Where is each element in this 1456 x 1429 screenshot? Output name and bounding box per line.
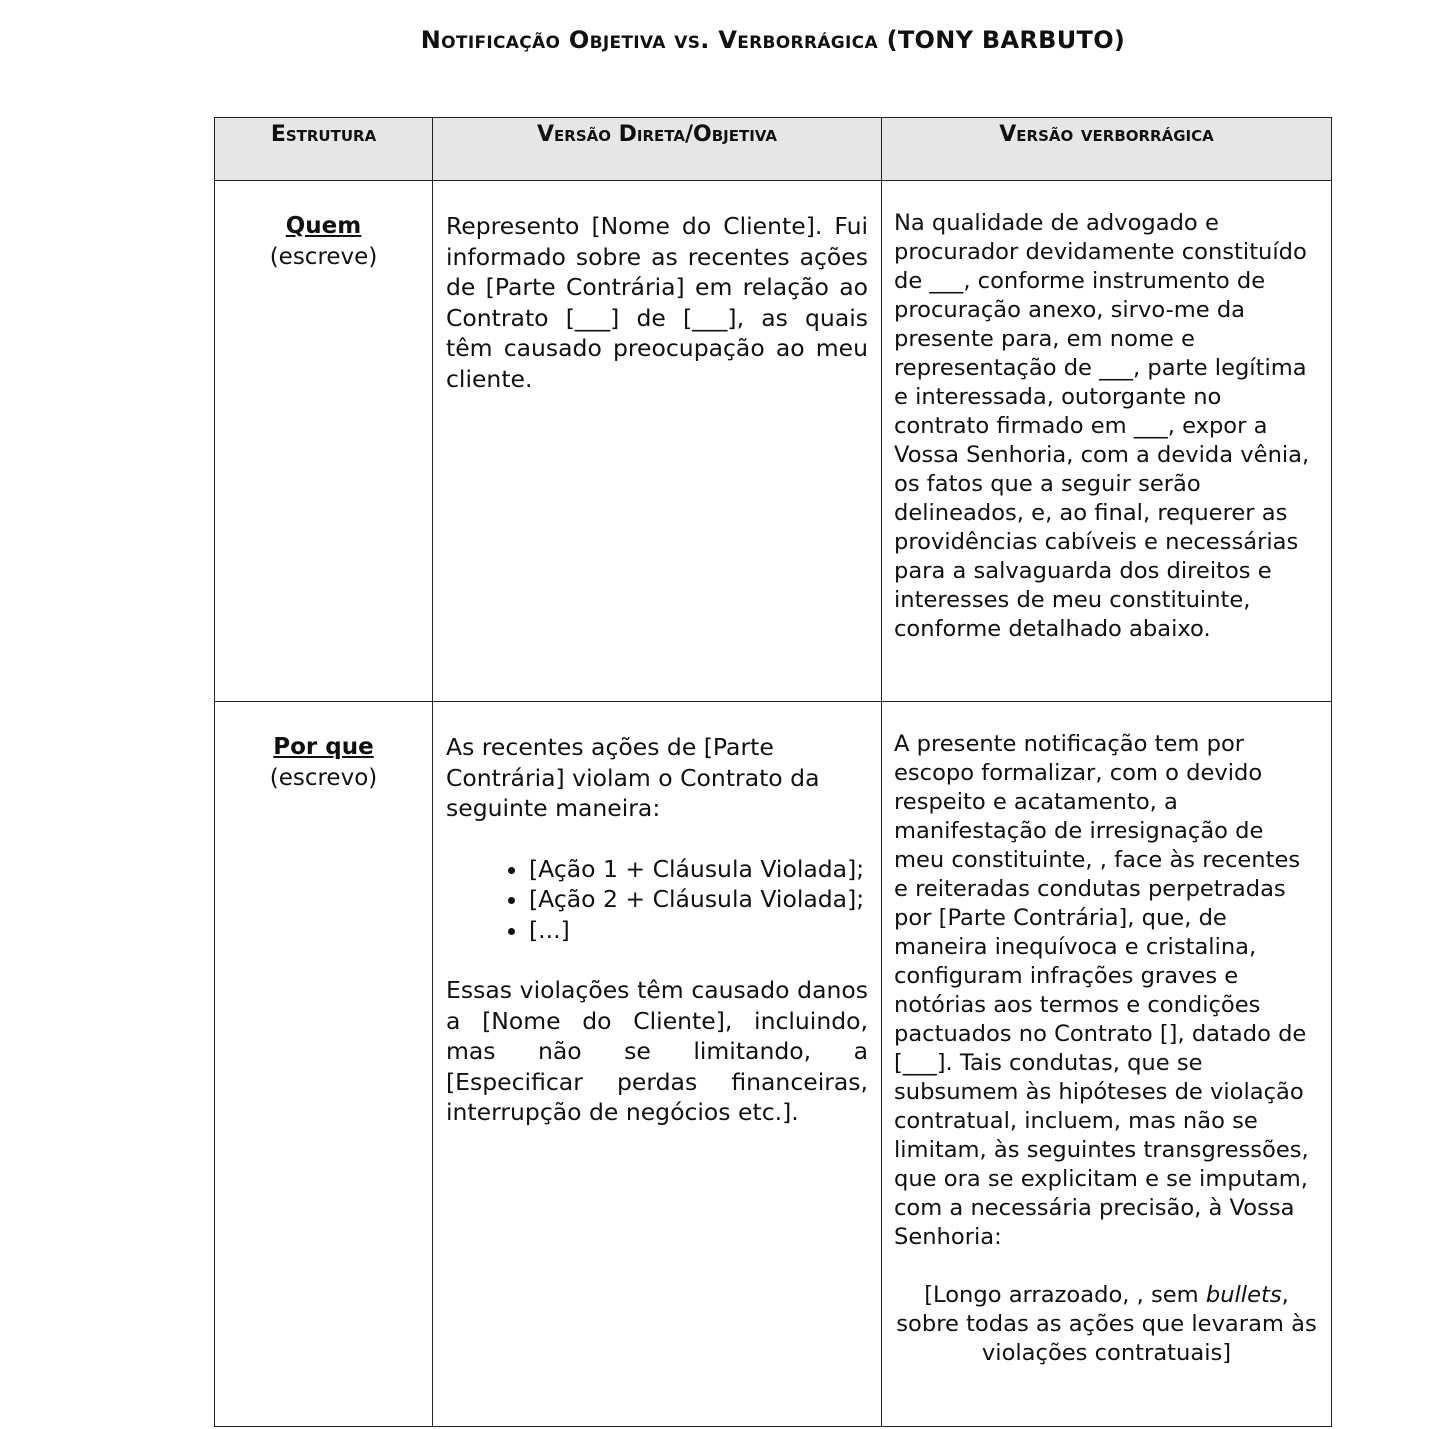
row-sublabel: (escrevo) [269, 765, 378, 791]
document-title: Notificação Objetiva vs. Verborrágica (TONY BARBUTO) [420, 26, 1126, 54]
note-text-end: , sobre todas as ações que levaram às violações contratuais] [896, 1282, 1317, 1366]
row-label: Quem [285, 213, 362, 239]
row-sublabel: (escreve) [269, 244, 378, 270]
verbose-paragraph: A presente notificação tem por escopo formalizar, com o devido respeito e acatamento, a manifestação de irresignação de meu constituinte, , face às recentes e reiteradas condutas perpetradas por [Parte Contrária], que, de maneira inequívoca e cristalina, configuram infrações graves e notórias aos termos e condições pactuados no Contrato [], datado de [___]. Tais condutas, que se subsumem às hipóteses de violação contratual, incluem, mas não se limitam, às seguintes transgressões, que ora se explicitam e se imputam, com a necessária precisão, à Vossa Senhoria: [894, 731, 1309, 1250]
note-text-start: [Longo arrazoado, , sem [924, 1282, 1206, 1308]
list-item: • [...] [529, 915, 868, 946]
violation-bullet-list [446, 854, 868, 946]
header-estrutura: Estrutura [215, 118, 433, 181]
list-item: • [Ação 2 + Cláusula Violada]; [529, 884, 868, 915]
verbose-version-cell [882, 181, 1332, 702]
direct-version-cell [433, 702, 882, 1427]
list-item: • [Ação 1 + Cláusula Violada]; [529, 854, 868, 885]
header-versao-direta: Versão Direta/Objetiva [433, 118, 882, 181]
table-row [215, 702, 1332, 1427]
table-header-row [215, 118, 1332, 181]
verbose-note [894, 1281, 1319, 1368]
verbose-version-cell [882, 702, 1332, 1427]
table-row [215, 181, 1332, 702]
verbose-paragraph: Na qualidade de advogado e procurador devidamente constituído de ___, conforme instrumento de procuração anexo, sirvo-me da presente para, em nome e representação de ___, parte legítima e interessada, outorgante no contrato firmado em ___, expor a Vossa Senhoria, com a devida vênia, os fatos que a seguir serão delineados, e, ao final, requerer as providências cabíveis e necessárias para a salvaguarda dos direitos e interesses de meu constituinte, conforme detalhado abaixo. [894, 210, 1310, 642]
row-label-cell [215, 702, 433, 1427]
header-versao-verborragica: Versão verborrágica [882, 118, 1332, 181]
row-label-cell [215, 181, 433, 702]
direct-paragraph: Essas violações têm causado danos a [Nome do Cliente], incluindo, mas não se limitando, a [Especificar perdas financeiras, interrupção de negócios etc.]. [446, 976, 868, 1126]
direct-paragraph: Represento [Nome do Cliente]. Fui informado sobre as recentes ações de [Parte Contrária] em relação ao Contrato [___] de [___], as quais têm causado preocupação ao meu cliente. [446, 212, 868, 393]
direct-paragraph: As recentes ações de [Parte Contrária] violam o Contrato da seguinte maneira: [446, 733, 820, 822]
comparison-table [214, 117, 1332, 1427]
direct-version-cell [433, 181, 882, 702]
note-italic-text: bullets [1205, 1282, 1282, 1308]
row-label: Por que [273, 734, 374, 760]
